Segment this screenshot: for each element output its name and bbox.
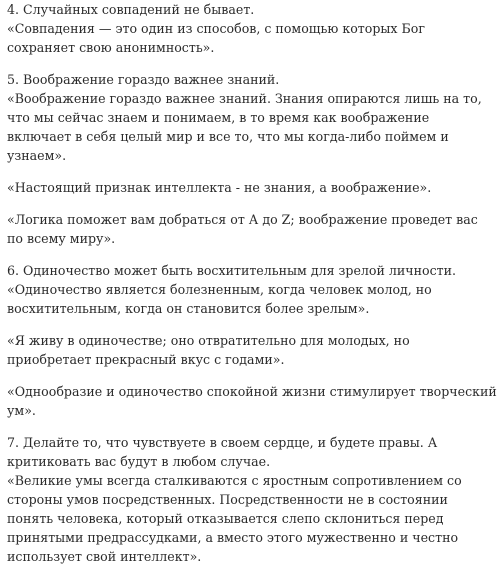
quote-paragraph-intellect: «Настоящий признак интеллекта - не знания, а воображение». (7, 180, 432, 195)
quote-paragraph-7: 7. Делайте то, что чувствуете в своем сердце, и будете правы. А критиковать вас будут в любом случае. «Великие умы всегда сталкиваются с яростным сопротивлением со стороны умов посредственных. Посредственности не в состоянии понять человека, который отказывается слепо склониться перед принятыми предрассудками, а вместо этого мужественно и честно использует свой интеллект». (7, 435, 462, 564)
quote-paragraph-6: 6. Одиночество может быть восхитительным для зрелой личности. «Одиночество является болезненным, когда человек молод, но восхитительным, когда он становится более зрелым». (7, 263, 457, 316)
quote-paragraph-logic: «Логика поможет вам добраться от А до Z; воображение проведет вас по всему миру». (7, 212, 478, 246)
article-text (7, 0, 497, 566)
quote-paragraph-5: 5. Воображение гораздо важнее знаний. «Воображение гораздо важнее знаний. Знания опираются лишь на то, что мы сейчас знаем и понимаем, в то время как воображение включает в себя целый мир и все то, что мы когда-либо поймем и узнаем». (7, 72, 482, 163)
quote-paragraph-solitude: «Я живу в одиночестве; оно отвратительно для молодых, но приобретает прекрасный вкус с годами». (7, 333, 410, 367)
quote-paragraph-4: 4. Случайных совпадений не бывает. «Совпадения — это один из способов, с помощью которых Бог сохраняет свою анонимность». (7, 2, 425, 55)
quote-paragraph-monotony: «Однообразие и одиночество спокойной жизни стимулирует творческий ум». (7, 384, 497, 418)
